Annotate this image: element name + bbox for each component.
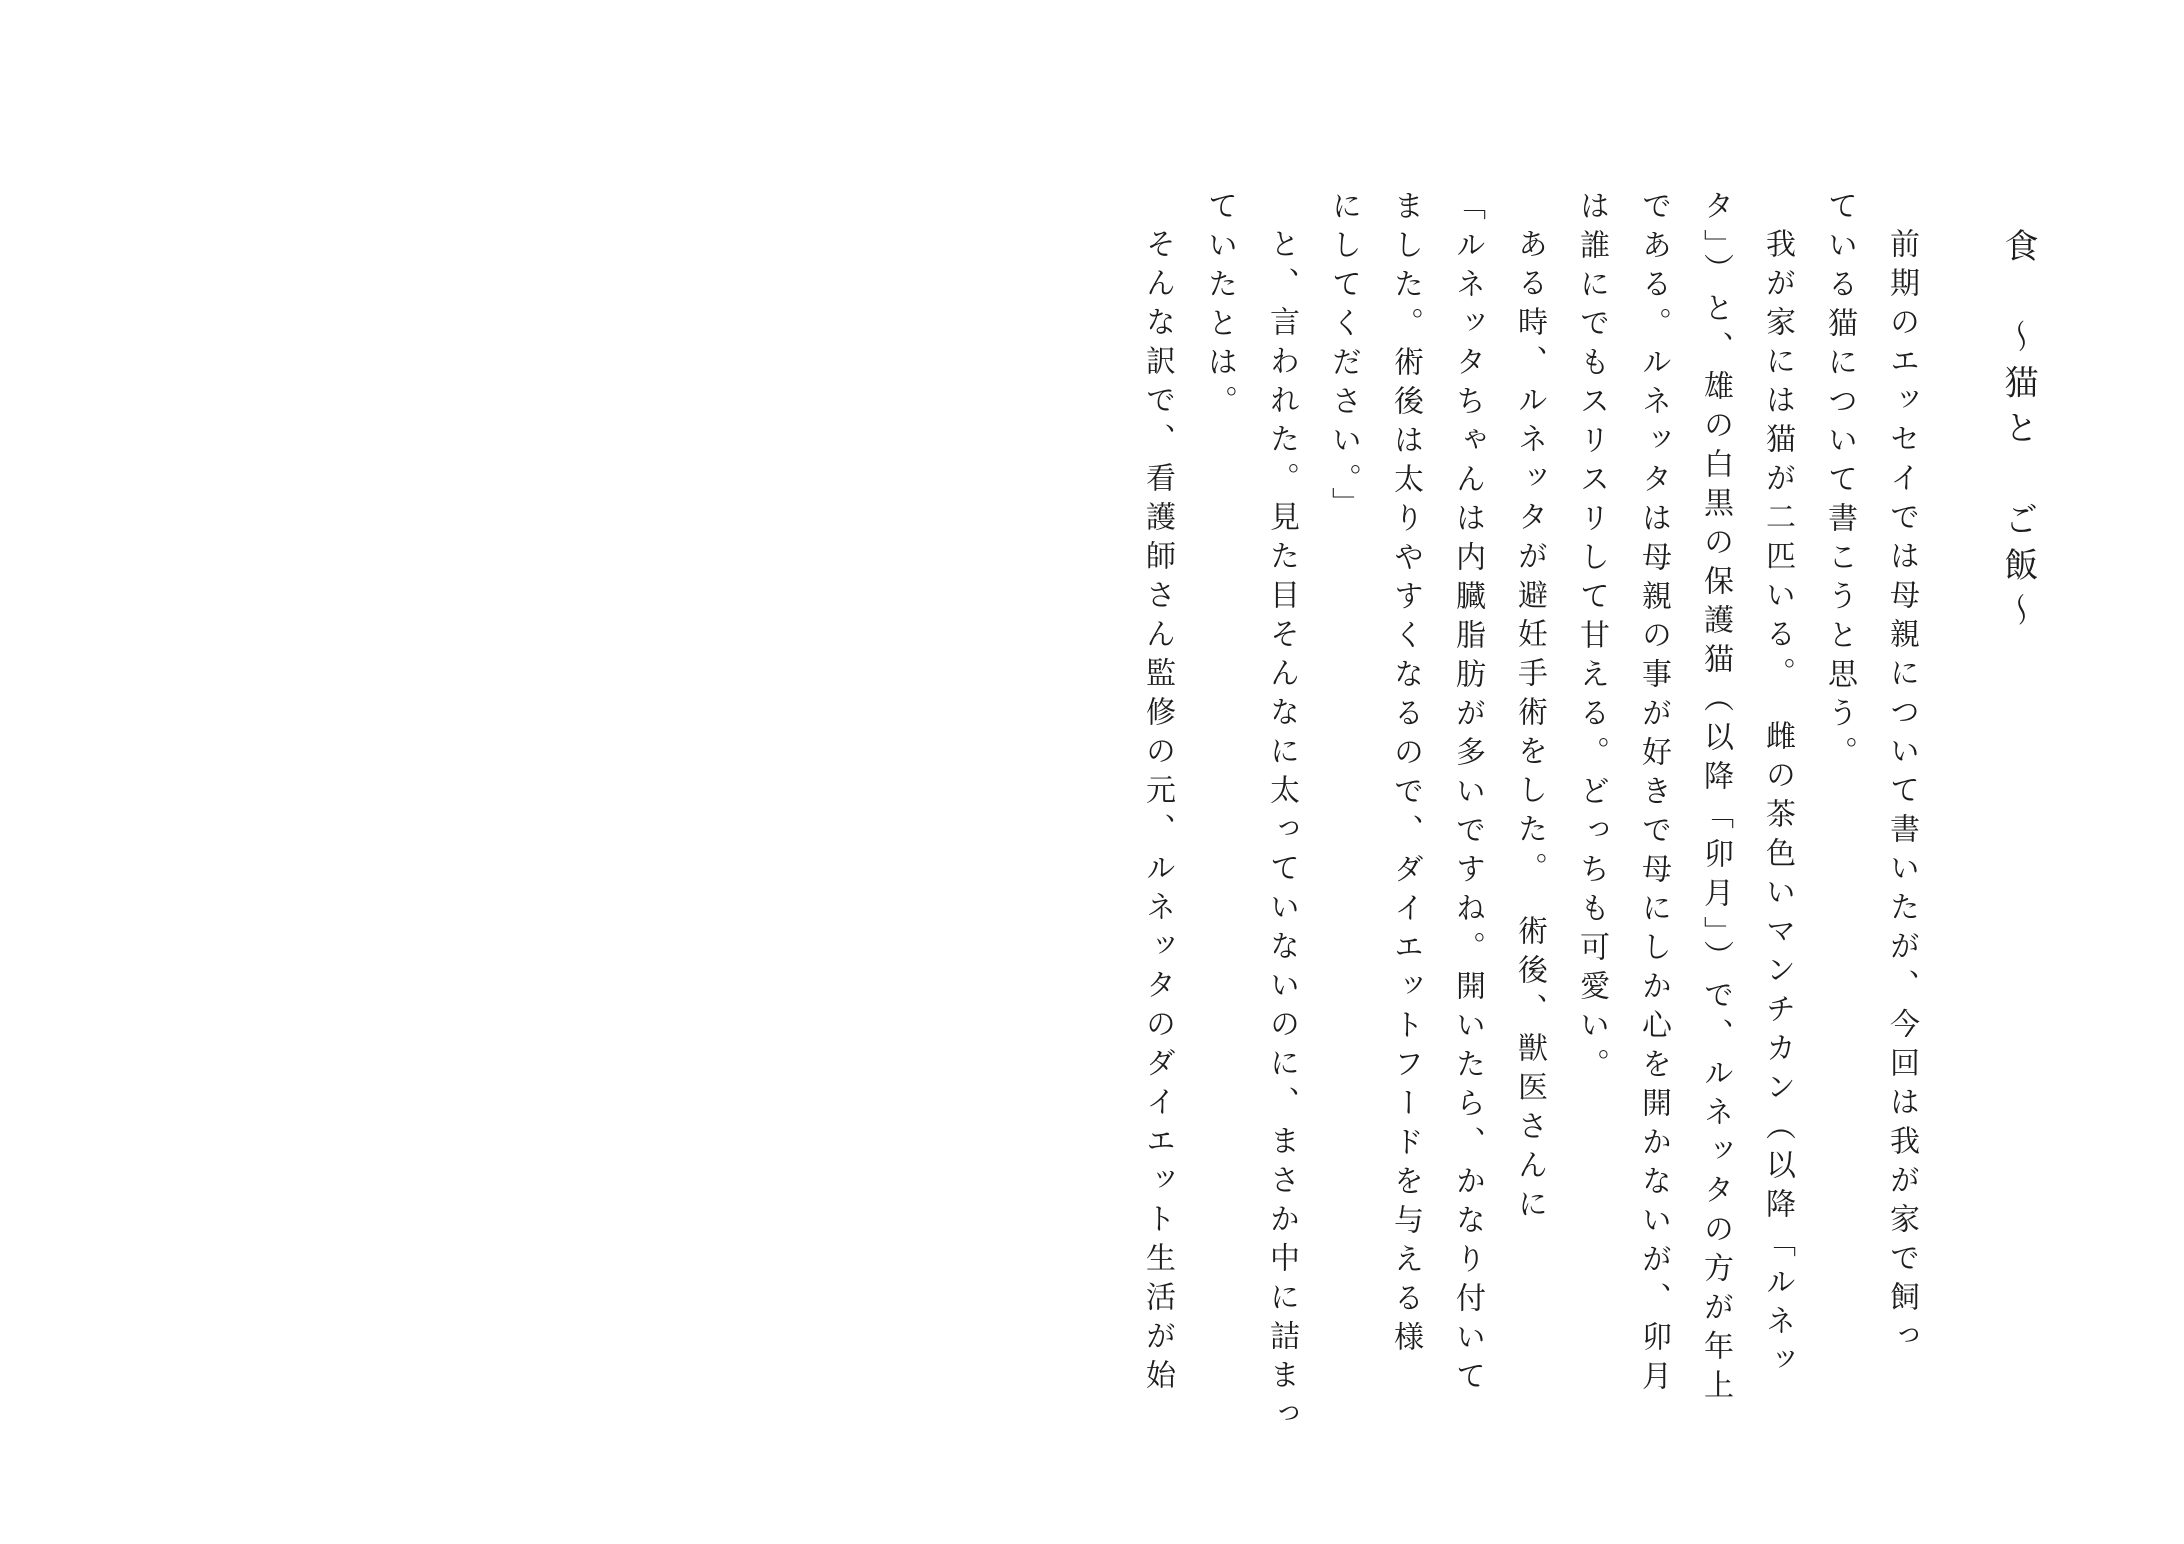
text-column-12: ていたとは。: [1203, 190, 1236, 424]
text-column-2: ている猫について書こうと思う。: [1823, 190, 1856, 775]
text-column-4: タ」）と、雄の白黒の保護猫（以降「卯月」）で、ルネッタの方が年上: [1699, 190, 1732, 1408]
text-column-9: ました。術後は太りやすくなるので、ダイエットフードを与える様: [1389, 190, 1422, 1360]
text-column-3: 我が家には猫が二匹いる。 雌の茶色いマンチカン（以降「ルネッ: [1761, 228, 1794, 1383]
text-column-7: ある時、ルネッタが避妊手術をした。 術後、獣医さんに: [1513, 228, 1546, 1227]
text-column-1: 前期のエッセイでは母親について書いたが、今回は我が家で飼っ: [1885, 228, 1918, 1359]
document-title: 食 〜猫と ご飯〜: [1999, 228, 2036, 639]
text-column-8: 「ルネッタちゃんは内臓脂肪が多いですね。開いたら、かなり付いて: [1451, 190, 1484, 1399]
text-column-10: にしてください。」: [1327, 190, 1360, 526]
text-column-5: である。ルネッタは母親の事が好きで母にしか心を開かないが、卯月: [1637, 190, 1670, 1399]
text-column-11: と、言われた。見た目そんなに太っていないのに、まさか中に詰まっ: [1265, 228, 1298, 1437]
title-spacer: [1916, 190, 1960, 1310]
text-column-13: そんな訳で、看護師さん監修の元、ルネッタのダイエット生活が始: [1141, 228, 1174, 1398]
vertical-text-body: [150, 190, 2036, 1437]
text-column-6: は誰にでもスリスリして甘える。どっちも可愛い。: [1575, 190, 1608, 1087]
